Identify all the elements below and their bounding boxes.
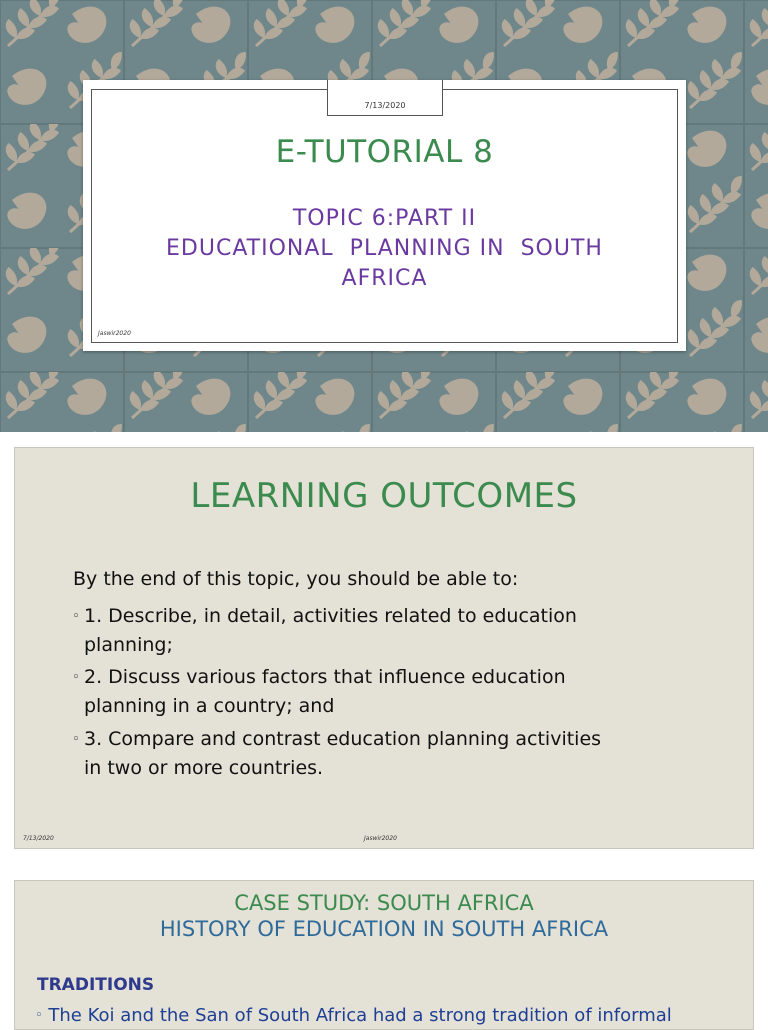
bullet-icon: ◦	[72, 670, 80, 685]
traditions-heading: TRADITIONS	[37, 975, 155, 995]
history-heading: HISTORY OF EDUCATION IN SOUTH AFRICA	[159, 917, 609, 941]
slide-footer-date: 7/13/2020	[23, 835, 54, 842]
subtitle-line-1: TOPIC 6:PART II	[292, 206, 477, 231]
learning-outcomes-title: LEARNING OUTCOMES	[190, 476, 578, 516]
case-study-slide	[14, 880, 754, 1030]
outcome-item	[72, 725, 712, 782]
slide-footer-author: Jaswir2020	[364, 835, 397, 842]
outcome-item	[72, 602, 712, 659]
outcome-text-line-2: planning in a country; and	[84, 695, 335, 717]
outcome-text-line-1: 3. Compare and contrast education planning activities	[84, 728, 602, 750]
subtitle-line-3: AFRICA	[341, 266, 428, 291]
date-tab	[327, 80, 443, 116]
learning-outcomes-slide	[14, 447, 754, 849]
bullet-icon: ◦	[72, 732, 80, 747]
slide-date: 7/13/2020	[364, 101, 406, 110]
slide-footer-author: Jaswir2020	[98, 330, 131, 337]
traditions-bullet	[35, 1005, 672, 1026]
outcome-item	[72, 663, 712, 720]
subtitle-line-2: EDUCATIONAL PLANNING IN SOUTH	[166, 236, 603, 261]
presentation-title: E-TUTORIAL 8	[275, 134, 494, 170]
outcome-text-line-1: 2. Discuss various factors that influence education	[84, 666, 566, 688]
bullet-icon: ◦	[72, 609, 80, 624]
outcome-text-line-2: planning;	[84, 634, 173, 656]
case-study-heading: CASE STUDY: SOUTH AFRICA	[234, 891, 534, 915]
outcome-text-line-1: 1. Describe, in detail, activities related to education	[84, 605, 577, 627]
outcome-text-line-2: in two or more countries.	[84, 757, 324, 779]
intro-text: By the end of this topic, you should be able to:	[73, 568, 519, 590]
bullet-icon: ◦	[35, 1008, 43, 1023]
title-slide	[0, 0, 768, 432]
traditions-text: The Koi and the San of South Africa had a strong tradition of informal	[48, 1005, 672, 1026]
